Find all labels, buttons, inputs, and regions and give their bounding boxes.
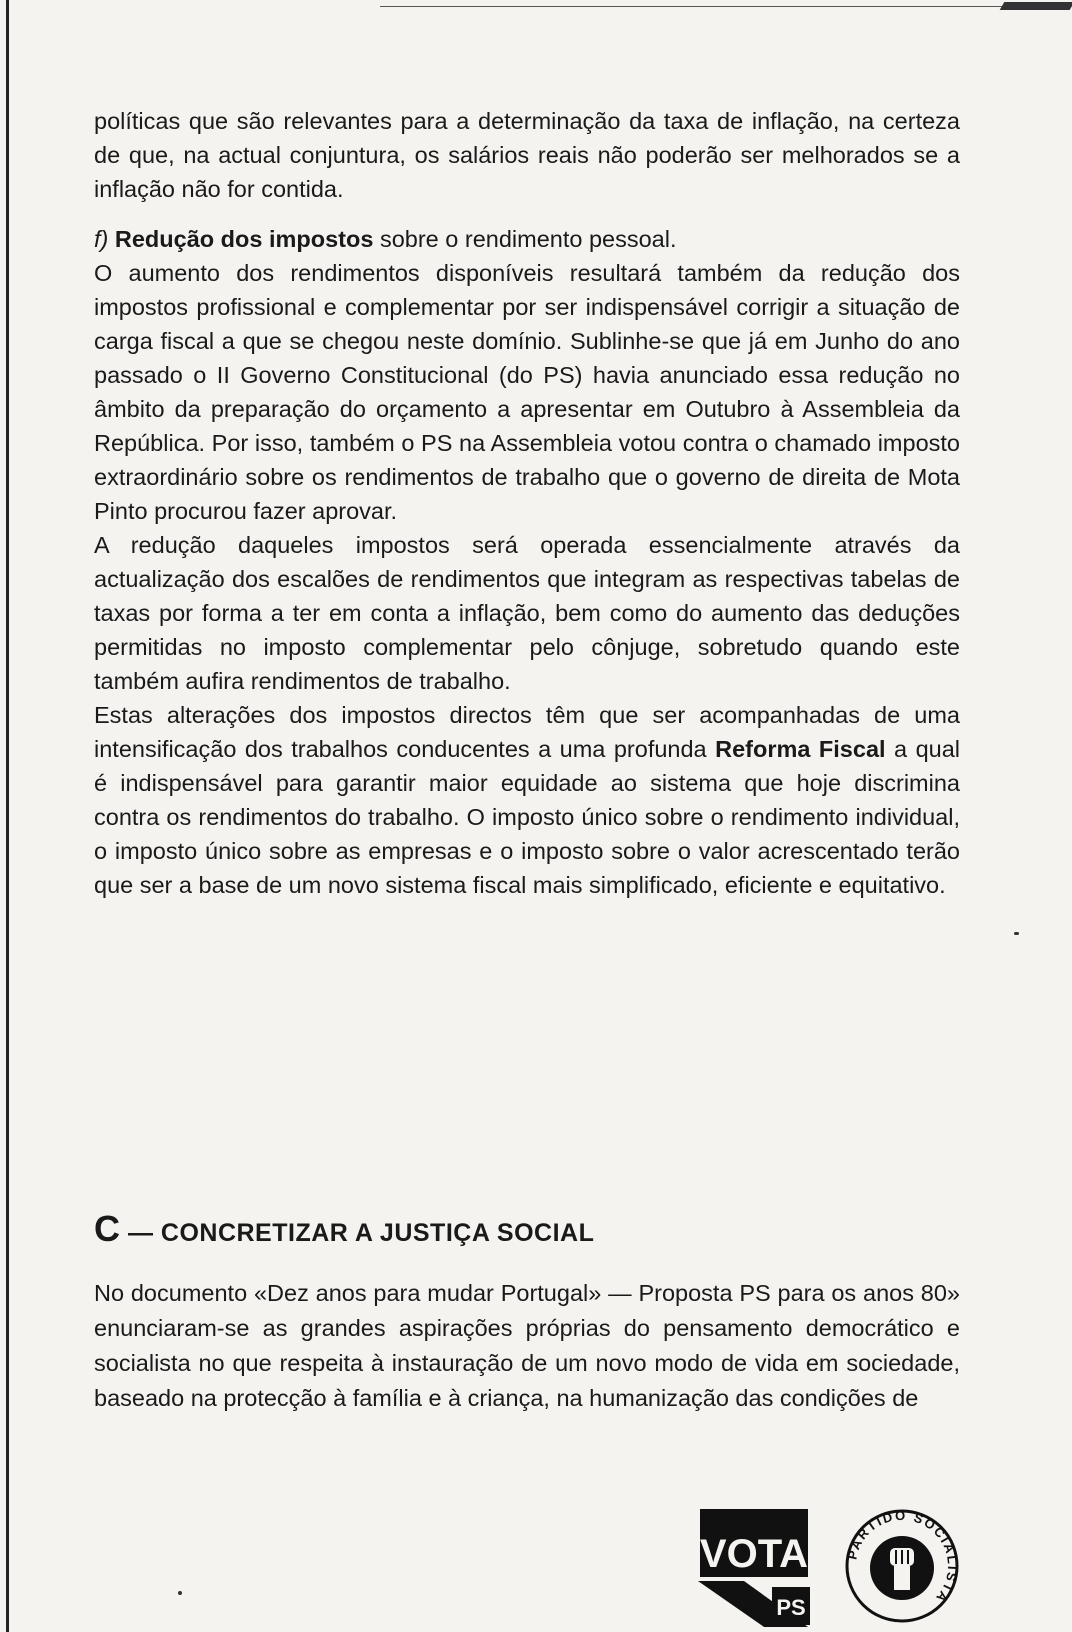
seal-text: PARTIDO SOCIALISTA bbox=[844, 1508, 960, 1607]
ps-text: PS bbox=[776, 1595, 806, 1620]
top-rule bbox=[380, 6, 1070, 7]
speck-mark bbox=[178, 1591, 182, 1595]
paragraph-fiscal-reform bbox=[94, 698, 960, 902]
vota-ps-logo bbox=[698, 1507, 812, 1627]
top-corner-mark bbox=[1000, 2, 1072, 10]
fiscal-reform-before: Estas alterações dos impostos directos têm que ser acompanhadas de uma intensificação dos trabalhos conducentes a uma profunda bbox=[94, 702, 960, 762]
section-c-text-block bbox=[94, 1276, 960, 1416]
section-c-heading bbox=[94, 1208, 960, 1250]
paragraph-income: O aumento dos rendimentos disponíveis resultará também da redução dos impostos profissional e complementar por ser indispensável corrigir a situação de carga fiscal a que se chegou neste domínio. Sublinhe-se que já em Junho do ano passado o II Governo Constitucional (do PS) havia anunciado essa redução no âmbito da preparação do orçamento a apresentar em Outubro à Assembleia da República. Por isso, também o PS na Assembleia votou contra o chamado imposto extraordinário sobre os rendimentos de trabalho que o governo de direita de Mota Pinto procurou fazer aprovar. bbox=[94, 260, 960, 524]
partido-socialista-seal bbox=[844, 1508, 960, 1624]
section-c-title: — CONCRETIZAR A JUSTIÇA SOCIAL bbox=[120, 1219, 595, 1247]
item-f-letter: f) bbox=[94, 226, 109, 252]
item-f-bold: Redução dos impostos bbox=[114, 226, 374, 252]
section-c-letter: C bbox=[94, 1208, 121, 1249]
item-f-rest: sobre o rendimento pessoal. bbox=[373, 226, 677, 252]
paragraph-tax-reduction: A redução daqueles impostos será operada essencialmente através da actualização dos escalões de rendimentos que integram as respectivas tabelas de taxas por forma a ter em conta a inflação, bem como do aumento das deduções permitidas no imposto complementar pelo cônjuge, sobretudo quando este também aufira rendimentos de trabalho. bbox=[94, 532, 960, 694]
page-left-border bbox=[6, 0, 9, 1632]
paragraph-inflation: políticas que são relevantes para a determinação da taxa de inflação, na certeza de que, na actual conjuntura, os salários reais não poderão ser melhorados se a inflação não for contida. bbox=[94, 108, 960, 202]
paragraph-social-justice: No documento «Dez anos para mudar Portugal» — Proposta PS para os anos 80» enunciaram-se as grandes aspirações próprias do pensamento democrático e socialista no que respeita à instauração de um novo modo de vida em sociedade, baseado na protecção à família e à criança, na humanização das condições de bbox=[94, 1280, 960, 1411]
item-f bbox=[94, 222, 960, 256]
speck-mark bbox=[1014, 932, 1019, 935]
fiscal-reform-after: a qual é indispensável para garantir maior equidade ao sistema que hoje discrimina contra os rendimentos do trabalho. O imposto único sobre o rendimento individual, o imposto único sobre as empresas e o imposto sobre o valor acrescentado terão que ser a base de um novo sistema fiscal mais simplificado, eficiente e equitativo. bbox=[94, 736, 960, 898]
main-text-block bbox=[94, 104, 960, 902]
fiscal-reform-bold: Reforma Fiscal bbox=[715, 736, 886, 762]
vota-text: VOTA bbox=[699, 1532, 809, 1576]
